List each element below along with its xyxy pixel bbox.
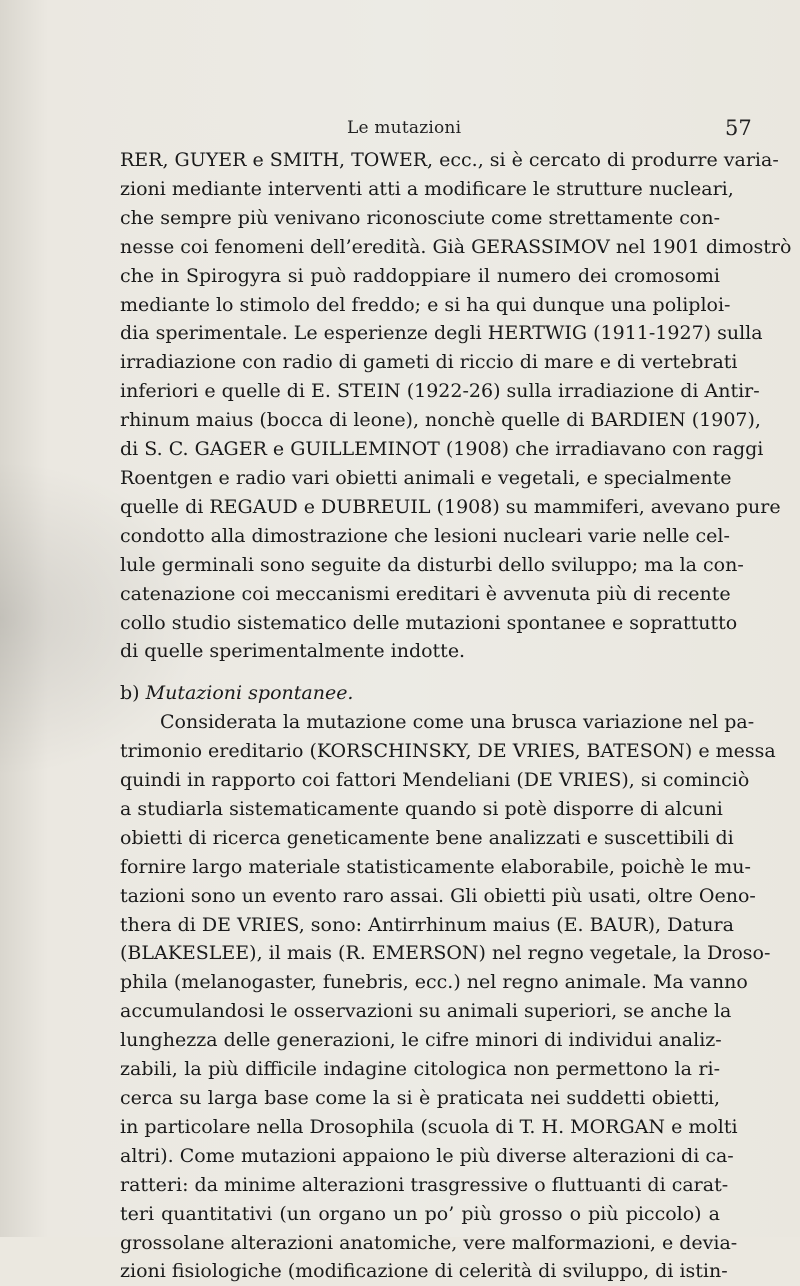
text-line: cerca su larga base come la si è praticata nei suddetti obietti, [120,1087,720,1109]
text-line: mediante lo stimolo del freddo; e si ha qui dunque una poliploi- [120,293,731,316]
text-line: ratteri: da minime alterazioni trasgressive o fluttuanti di carat- [120,1173,729,1196]
text-line: catenazione coi meccanismi ereditari è avvenuta più di recente [120,582,731,605]
text-line: lunghezza delle generazioni, le cifre minori di individui analiz- [120,1029,722,1052]
section-label: b) [120,682,140,705]
text-line: zabili, la più difficile indagine citologica non permettono la ri- [120,1058,720,1081]
text-line: zioni mediante interventi atti a modificare le strutture nucleari, [120,177,734,200]
text-line: nesse coi fenomeni dell’eredità. Già GERASSIMOV nel 1901 dimostrò [120,235,792,258]
text-line: quelle di REGAUD e DUBREUIL (1908) su mammiferi, avevano pure [120,495,781,518]
text-line: Roentgen e radio vari obietti animali e vegetali, e specialmente [120,466,732,489]
text-line: accumulandosi le osservazioni su animali superiori, se anche la [120,1000,732,1023]
text-line: che in Spirogyra si può raddoppiare il numero dei cromosomi [120,264,720,287]
text-line: RER, GUYER e SMITH, TOWER, ecc., si è cercato di produrre varia- [120,149,779,171]
paragraph-1 [120,146,792,666]
text-line: obietti di ricerca geneticamente bene analizzati e suscettibili di [120,826,734,849]
text-line: tazioni sono un evento raro assai. Gli obietti più usati, oltre Oeno- [120,884,756,907]
text-line: dia sperimentale. Le esperienze degli HERTWIG (1911-1927) sulla [120,322,763,345]
text-line: quindi in rapporto coi fattori Mendeliani (DE VRIES), si cominciò [120,769,750,792]
text-line: condotto alla dimostrazione che lesioni nucleari varie nelle cel- [120,524,730,547]
text-line: a studiarla sistematicamente quando si potè disporre di alcuni [120,797,723,820]
text-line: in particolare nella Drosophila (scuola di T. H. MORGAN e molti [120,1115,738,1138]
text-line: phila (melanogaster, funebris, ecc.) nel regno animale. Ma vanno [120,971,748,994]
text-line: lule germinali sono seguite da disturbi dello sviluppo; ma la con- [120,553,744,576]
body-text [120,146,792,1286]
text-line: rhinum maius (bocca di leone), nonchè quelle di BARDIEN (1907), [120,409,761,432]
text-line: teri quantitativi (un organo un po’ più grosso o più piccolo) a [120,1202,720,1225]
text-line: irradiazione con radio di gameti di riccio di mare e di vertebrati [120,351,738,374]
text-line: fornire largo materiale statisticamente elaborabile, poichè le mu- [120,855,751,878]
text-line: thera di DE VRIES, sono: Antirrhinum maius (E. BAUR), Datura [120,913,734,936]
paragraph-2 [120,708,776,1286]
text-line: di S. C. GAGER e GUILLEMINOT (1908) che irradiavano con raggi [120,438,764,461]
text-line: Considerata la mutazione come una brusca variazione nel pa- [160,711,755,734]
text-line: inferiori e quelle di E. STEIN (1922-26) sulla irradiazione di Antir- [120,380,760,403]
page-number: 57 [725,116,752,140]
text-line: di quelle sperimentalmente indotte. [120,640,466,663]
running-title: Le mutazioni [347,118,462,138]
text-line: zioni fisiologiche (modificazione di celerità di sviluppo, di istin- [120,1260,728,1283]
text-line: grossolane alterazioni anatomiche, vere malformazioni, e devia- [120,1231,738,1254]
text-line: trimonio ereditario (KORSCHINSKY, DE VRIES, BATESON) e messa [120,740,776,763]
text-line: (BLAKESLEE), il mais (R. EMERSON) nel regno vegetale, la Droso- [120,942,771,965]
text-line: che sempre più venivano riconosciute come strettamente con- [120,206,720,229]
section-title: Mutazioni spontanee. [145,682,354,705]
section-heading [120,679,720,708]
text-line: collo studio sistematico delle mutazioni spontanee e soprattutto [120,611,738,634]
text-line: altri). Come mutazioni appaiono le più diverse alterazioni di ca- [120,1144,734,1167]
